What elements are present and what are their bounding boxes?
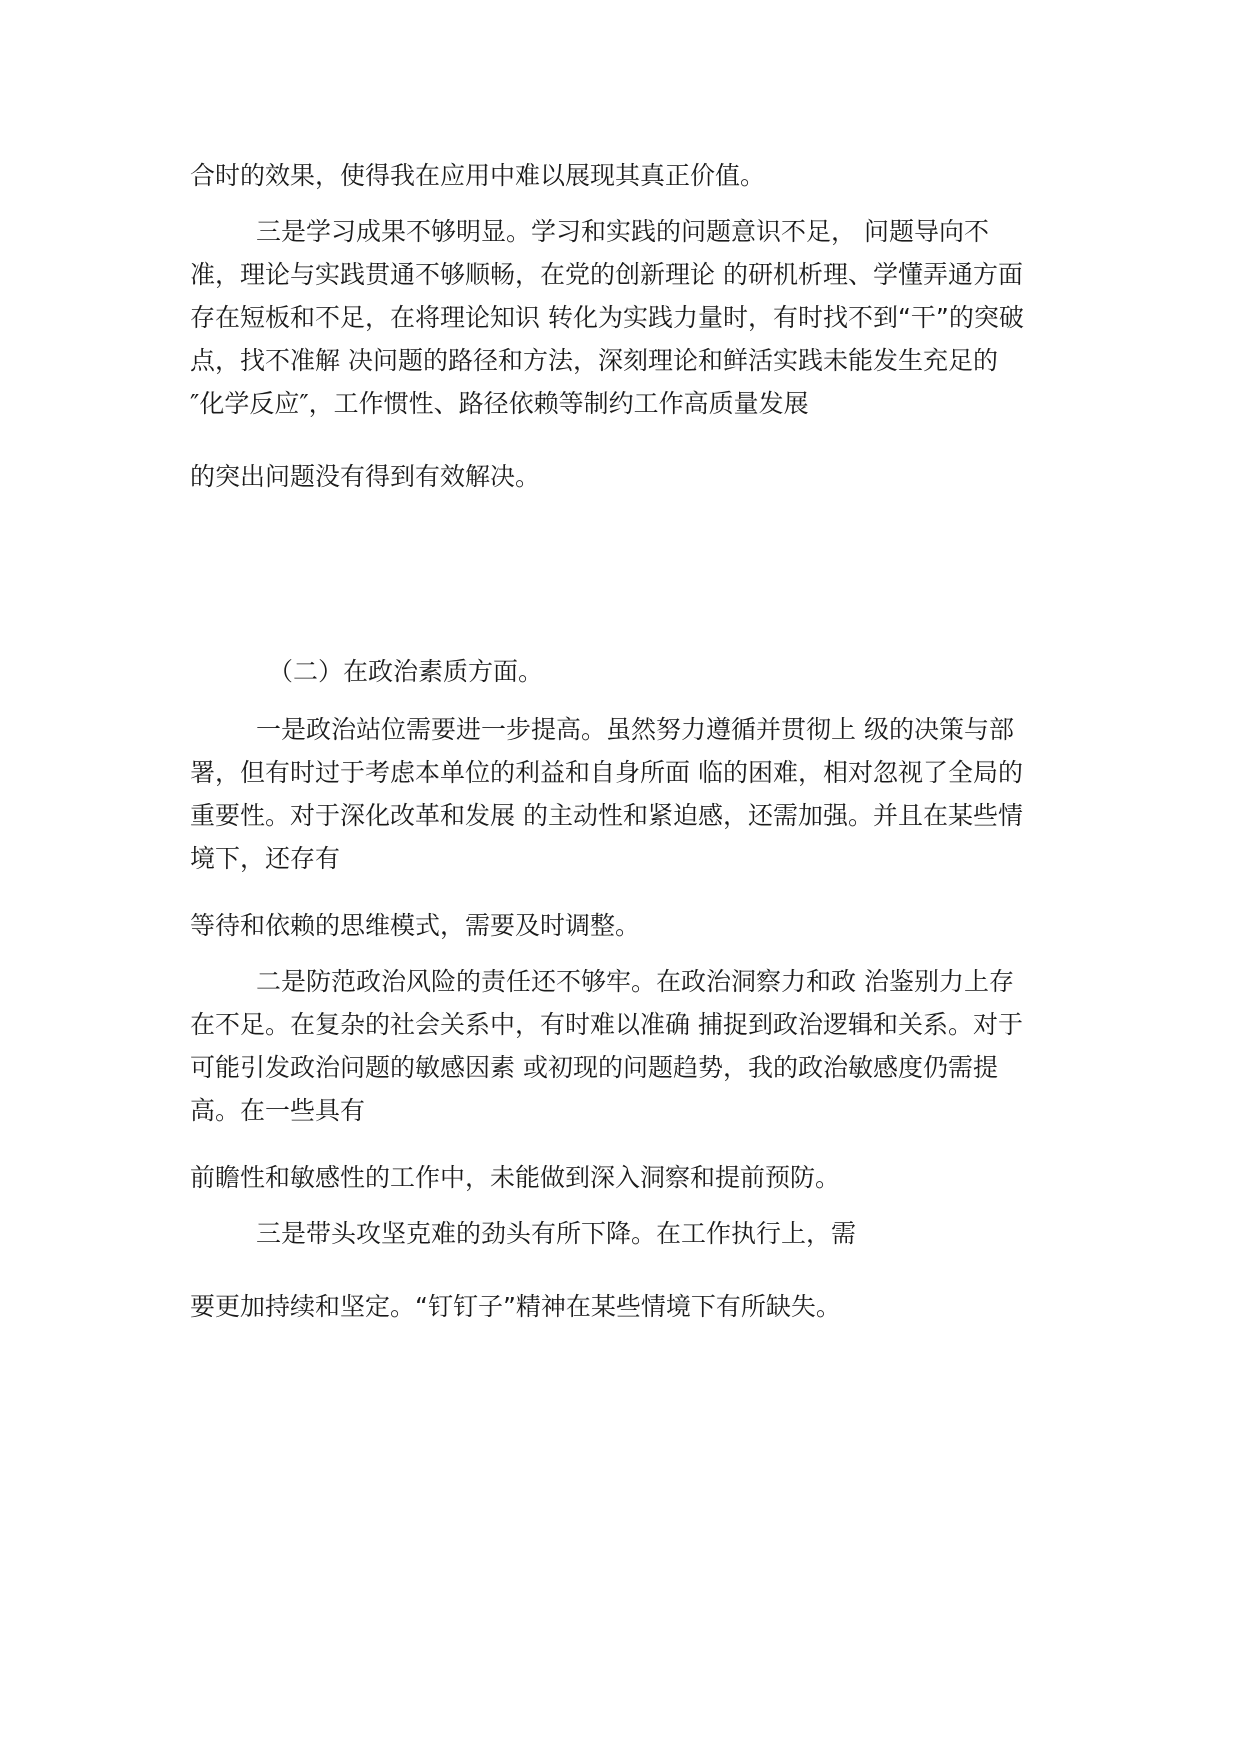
body-text-line: 的突出问题没有得到有效解决。 — [190, 462, 541, 491]
body-text-line: 点，找不准解 决问题的路径和方法，深刻理论和鲜活实践未能发生充足的 — [190, 346, 998, 375]
body-text-line: 前瞻性和敏感性的工作中，未能做到深入洞察和提前预防。 — [190, 1163, 841, 1192]
body-text-line: 二是防范政治风险的责任还不够牢。在政治洞察力和政 治鉴别力上存 — [256, 967, 1014, 996]
body-text-line: 准，理论与实践贯通不够顺畅，在党的创新理论 的研机析理、学懂弄通方面 — [190, 260, 1023, 289]
body-text-line: ″化学反应″，工作惯性、路径依赖等制约工作高质量发展 — [190, 389, 809, 418]
body-text-line: 一是政治站位需要进一步提高。虽然努力遵循并贯彻上 级的决策与部 — [256, 715, 1014, 744]
body-text-line: 存在短板和不足，在将理论知识 转化为实践力量时，有时找不到“干”的突破 — [190, 303, 1024, 332]
body-text-line: 三是学习成果不够明显。学习和实践的问题意识不足， 问题导向不 — [256, 217, 989, 246]
body-text-line: 高。在一些具有 — [190, 1096, 366, 1125]
section-heading: （二）在政治素质方面。 — [268, 657, 544, 686]
body-text-line: 要更加持续和坚定。“钉钉子”精神在某些情境下有所缺失。 — [190, 1292, 841, 1321]
body-text-line: 在不足。在复杂的社会关系中，有时难以准确 捕捉到政治逻辑和关系。对于 — [190, 1010, 1023, 1039]
body-text-line: 合时的效果，使得我在应用中难以展现其真正价值。 — [190, 161, 766, 190]
body-text-line: 等待和依赖的思维模式，需要及时调整。 — [190, 911, 641, 940]
body-text-line: 境下，还存有 — [190, 844, 341, 873]
body-text-line: 三是带头攻坚克难的劲头有所下降。在工作执行上，需 — [256, 1219, 857, 1248]
body-text-line: 可能引发政治问题的敏感因素 或初现的问题趋势，我的政治敏感度仍需提 — [190, 1053, 998, 1082]
body-text-line: 署，但有时过于考虑本单位的利益和自身所面 临的困难，相对忽视了全局的 — [190, 758, 1023, 787]
body-text-line: 重要性。对于深化改革和发展 的主动性和紧迫感，还需加强。并且在某些情 — [190, 801, 1023, 830]
